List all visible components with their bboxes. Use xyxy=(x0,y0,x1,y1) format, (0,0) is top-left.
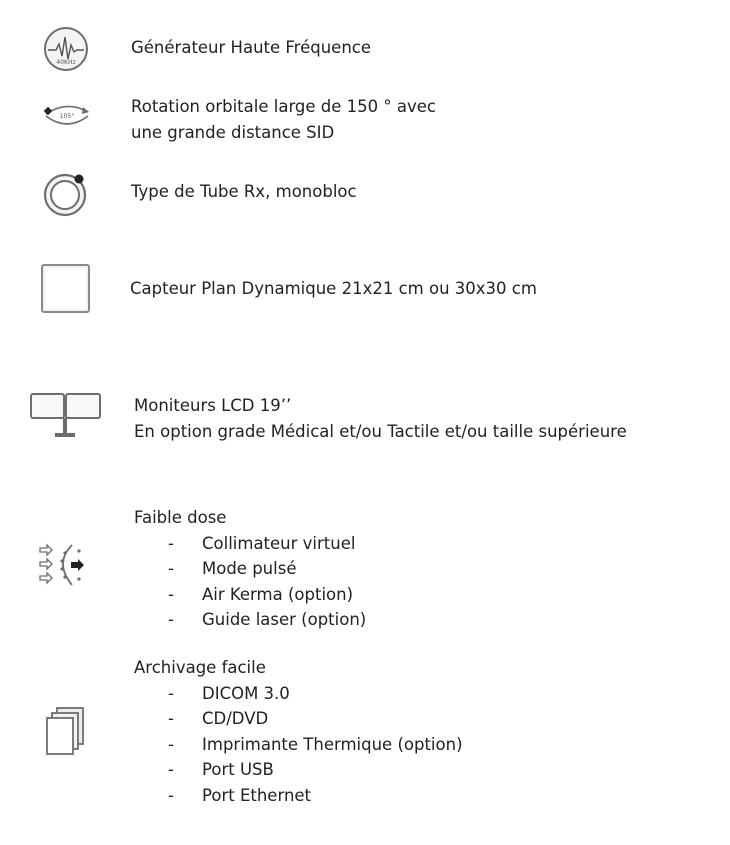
feature-line: En option grade Médical et/ou Tactile et/ou taille supérieure xyxy=(134,421,627,441)
xray-tube-icon xyxy=(42,170,90,218)
feature-monitors xyxy=(134,393,627,444)
list-item: - Port USB xyxy=(168,760,274,779)
low-dose-icon xyxy=(38,541,88,589)
feature-rotation xyxy=(131,94,436,145)
feature-line: Moniteurs LCD 19’’ xyxy=(134,396,292,415)
list-item: - Port Ethernet xyxy=(168,785,312,805)
feature-low-dose xyxy=(134,505,366,633)
feature-generator xyxy=(131,35,371,61)
feature-title: Faible dose xyxy=(134,508,227,527)
icon-label: 105° xyxy=(59,113,75,120)
feature-line: Type de Tube Rx, monobloc xyxy=(131,182,357,201)
list-item: - Imprimante Thermique (option) xyxy=(168,734,463,754)
icon-label: 40KHz xyxy=(56,59,76,66)
list-item: - Air Kerma (option) xyxy=(168,584,354,604)
feature-line: Capteur Plan Dynamique 21x21 cm ou 30x30 cm xyxy=(130,279,537,298)
frequency-generator-icon xyxy=(43,26,89,72)
archive-documents-icon xyxy=(45,706,87,756)
feature-detector xyxy=(130,276,537,302)
list-item: - Collimateur virtuel xyxy=(168,533,356,553)
feature-archiving xyxy=(134,655,463,808)
feature-line: Générateur Haute Fréquence xyxy=(131,38,372,57)
orbital-rotation-icon xyxy=(42,98,92,132)
list-item: - CD/DVD xyxy=(168,709,269,728)
flat-panel-detector-icon xyxy=(40,263,91,314)
list-item: - Guide laser (option) xyxy=(168,610,367,629)
feature-line: Rotation orbitale large de 150 ° avec xyxy=(131,97,437,116)
feature-line: une grande distance SID xyxy=(131,122,335,142)
feature-tube xyxy=(131,179,357,205)
list-item: - Mode pulsé xyxy=(168,559,297,578)
list-item: - DICOM 3.0 xyxy=(168,683,290,703)
dual-monitor-icon xyxy=(29,392,103,442)
feature-title: Archivage facile xyxy=(134,658,266,677)
